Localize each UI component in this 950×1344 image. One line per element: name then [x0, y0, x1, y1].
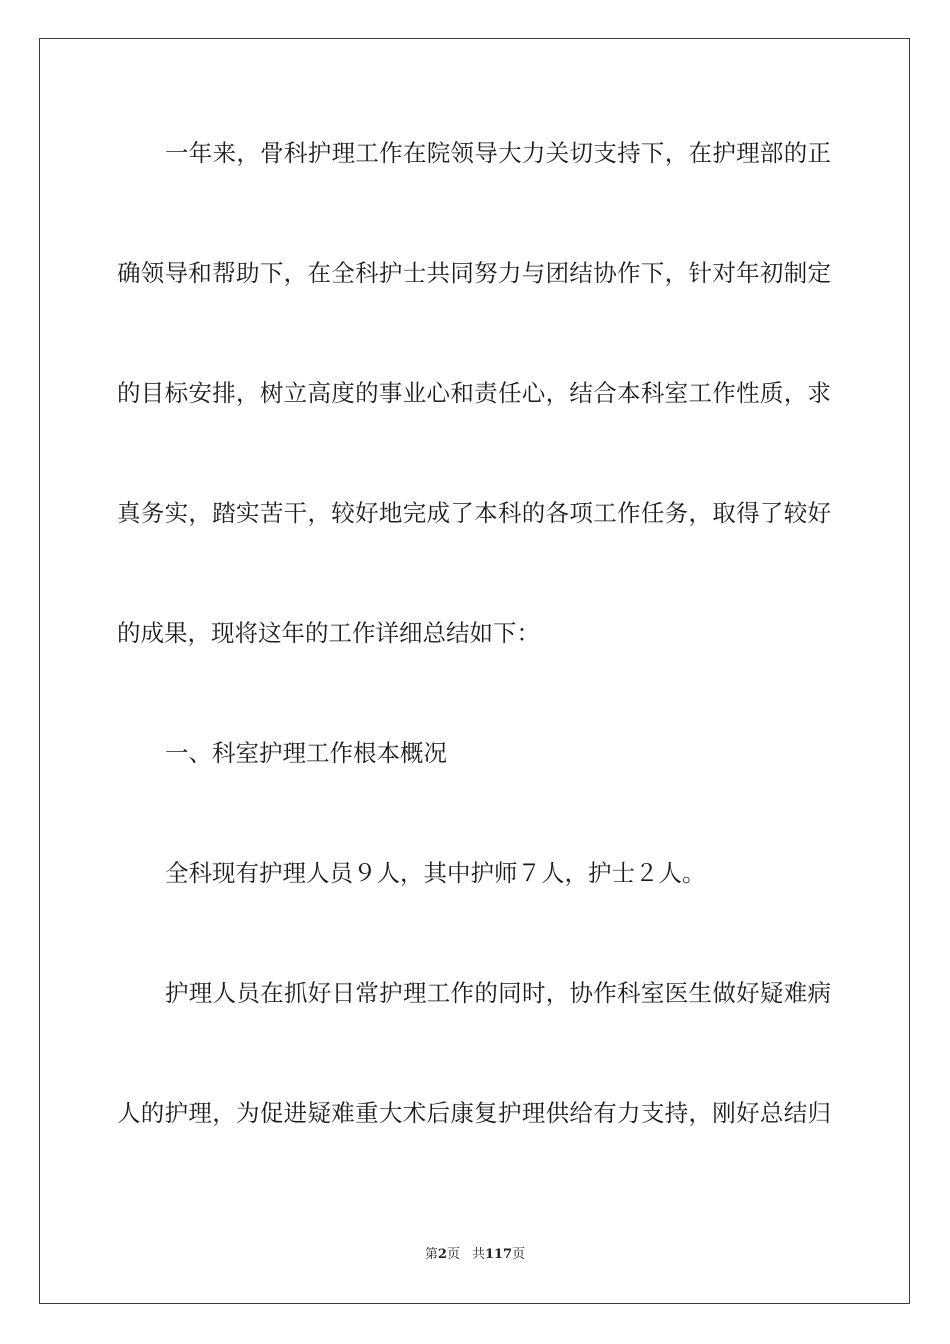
- paragraph-1-line-1: 一年来，骨科护理工作在院领导大力关切支持下，在护理部的正: [165, 139, 831, 167]
- paragraph-2: 全科现有护理人员９人，其中护师７人，护士２人。: [165, 859, 706, 887]
- page-footer: [0, 1246, 950, 1264]
- page-total-suffix: 页: [512, 1247, 526, 1262]
- page-total-count: 117: [484, 1247, 513, 1262]
- paragraph-3-line-1: 护理人员在抓好日常护理工作的同时，协作科室医生做好疑难病: [165, 979, 831, 1007]
- page-number-current: 2: [437, 1247, 447, 1262]
- section-heading: 一、科室护理工作根本概况: [165, 739, 447, 767]
- page-number-suffix: 页: [446, 1247, 460, 1262]
- paragraph-1-line-5: 的成果，现将这年的工作详细总结如下：: [117, 619, 540, 647]
- paragraph-1-line-2: 确领导和帮助下，在全科护士共同努力与团结协作下，针对年初制定: [117, 259, 831, 287]
- paragraph-3-line-2: 人的护理，为促进疑难重大术后康复护理供给有力支持，刚好总结归: [117, 1099, 831, 1127]
- page-total-prefix: 共: [471, 1247, 485, 1262]
- paragraph-1-line-4: 真务实，踏实苦干，较好地完成了本科的各项工作任务，取得了较好: [117, 499, 831, 527]
- page-number-prefix: 第: [424, 1247, 438, 1262]
- paragraph-1-line-3: 的目标安排，树立高度的事业心和责任心，结合本科室工作性质，求: [117, 379, 831, 407]
